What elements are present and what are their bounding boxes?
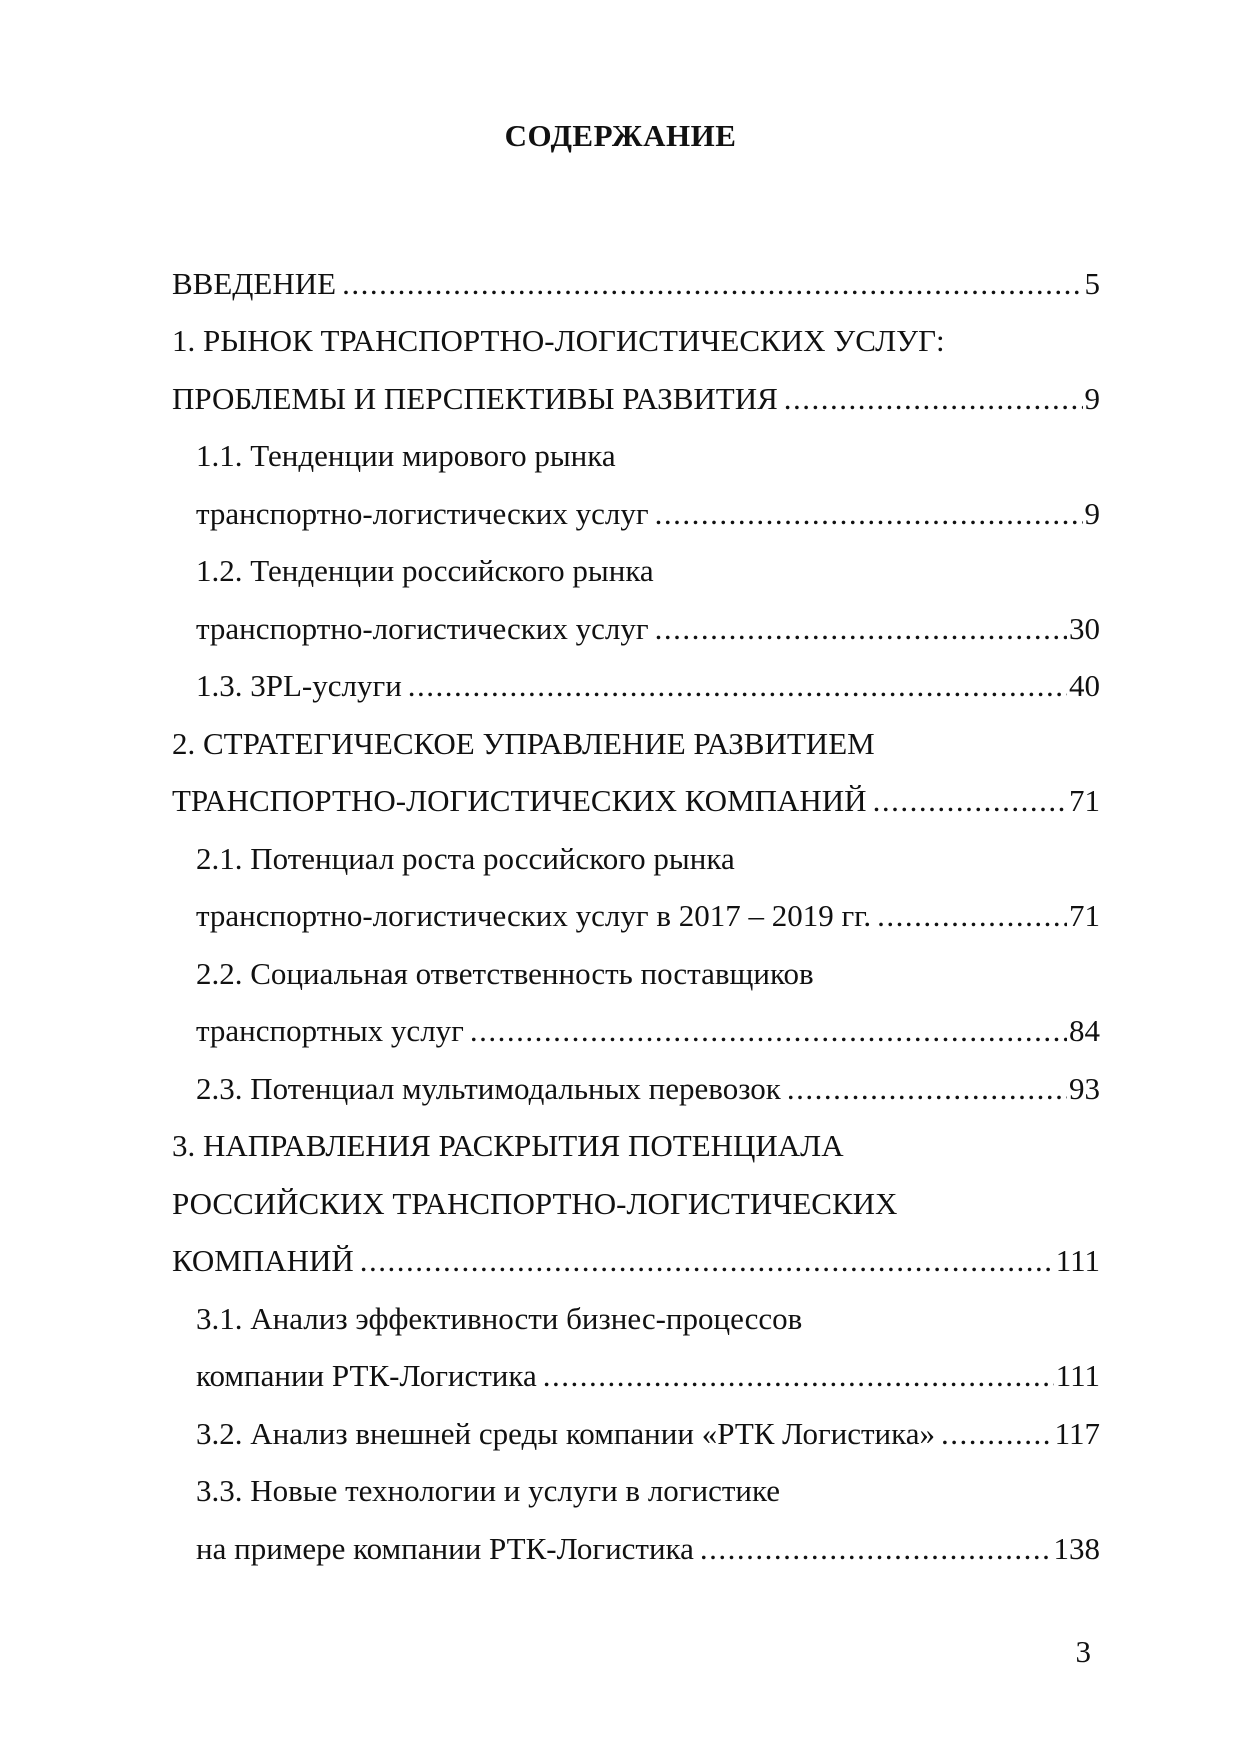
toc-line bbox=[172, 308, 1100, 366]
toc-entry-text: на примере компании РТК-Логистика bbox=[196, 1530, 694, 1566]
toc-line bbox=[172, 1228, 1100, 1286]
toc-leader-dots bbox=[655, 494, 1083, 534]
toc-entry-text: 3. НАПРАВЛЕНИЯ РАСКРЫТИЯ ПОТЕНЦИАЛА bbox=[172, 1128, 844, 1163]
toc-entry-text: КОМПАНИЙ bbox=[172, 1243, 354, 1278]
toc-line bbox=[172, 250, 1100, 308]
toc-leader-dots bbox=[787, 1069, 1067, 1109]
toc-leader-dots bbox=[408, 666, 1067, 706]
toc-line bbox=[172, 1400, 1100, 1458]
page-number: 3 bbox=[1075, 1634, 1091, 1669]
table-of-contents bbox=[172, 250, 1100, 1573]
toc-leader-dots bbox=[655, 609, 1067, 649]
toc-line bbox=[172, 768, 1100, 826]
toc-page-number: 40 bbox=[1069, 668, 1100, 703]
toc-line bbox=[172, 538, 1100, 596]
toc-entry-text: 3.1. Анализ эффективности бизнес-процессов bbox=[196, 1300, 803, 1336]
toc-entry-text: РОССИЙСКИХ ТРАНСПОРТНО-ЛОГИСТИЧЕСКИХ bbox=[172, 1185, 898, 1221]
toc-line bbox=[172, 1285, 1100, 1343]
toc-leader-dots bbox=[784, 379, 1083, 419]
toc-entry-text: ПРОБЛЕМЫ И ПЕРСПЕКТИВЫ РАЗВИТИЯ bbox=[172, 380, 778, 416]
toc-leader-dots bbox=[877, 896, 1067, 936]
toc-entry-text: ВВЕДЕНИЕ bbox=[172, 265, 337, 301]
toc-line bbox=[172, 1458, 1100, 1516]
toc-leader-dots bbox=[360, 1241, 1054, 1281]
toc-leader-dots bbox=[470, 1011, 1067, 1051]
toc-line bbox=[172, 883, 1100, 941]
toc-line bbox=[172, 1113, 1100, 1171]
toc-line bbox=[172, 940, 1100, 998]
toc-entry-text: транспортно-логистических услуг bbox=[196, 495, 649, 531]
toc-entry-text: 3.2. Анализ внешней среды компании «РТК Логистика» bbox=[196, 1415, 935, 1451]
toc-page-number: 30 bbox=[1069, 610, 1100, 646]
toc-page-number: 138 bbox=[1053, 1530, 1100, 1566]
toc-page-number: 5 bbox=[1084, 265, 1100, 301]
toc-page-number: 71 bbox=[1069, 783, 1100, 818]
toc-entry-text: 1.1. Тенденции мирового рынка bbox=[196, 438, 616, 473]
toc-entry-text: ТРАНСПОРТНО-ЛОГИСТИЧЕСКИХ КОМПАНИЙ bbox=[172, 783, 867, 818]
toc-page-number: 111 bbox=[1055, 1358, 1100, 1393]
toc-line bbox=[172, 825, 1100, 883]
page-title: СОДЕРЖАНИЕ bbox=[504, 118, 737, 153]
toc-entry-text: 1.2. Тенденции российского рынка bbox=[196, 553, 654, 588]
toc-leader-dots bbox=[873, 781, 1067, 821]
toc-line bbox=[172, 1055, 1100, 1113]
toc-line bbox=[172, 1343, 1100, 1401]
toc-entry-text: 2. СТРАТЕГИЧЕСКОЕ УПРАВЛЕНИЕ РАЗВИТИЕМ bbox=[172, 725, 875, 761]
toc-entry-text: 2.2. Социальная ответственность поставщиков bbox=[196, 955, 814, 991]
toc-page-number: 71 bbox=[1069, 898, 1100, 933]
toc-entry-text: транспортно-логистических услуг bbox=[196, 610, 649, 646]
toc-line bbox=[172, 480, 1100, 538]
toc-page-number: 9 bbox=[1084, 380, 1100, 416]
toc-page-number: 84 bbox=[1069, 1013, 1100, 1048]
toc-entry-text: 2.3. Потенциал мультимодальных перевозок bbox=[196, 1070, 781, 1106]
toc-leader-dots bbox=[543, 1356, 1054, 1396]
toc-line bbox=[172, 1515, 1100, 1573]
toc-page-number: 111 bbox=[1055, 1243, 1100, 1278]
toc-line bbox=[172, 1170, 1100, 1228]
toc-line bbox=[172, 653, 1100, 711]
toc-page-number: 9 bbox=[1084, 495, 1100, 531]
toc-entry-text: транспортно-логистических услуг в 2017 – 2019 гг. bbox=[196, 898, 872, 933]
toc-entry-text: 1.3. 3PL-услуги bbox=[196, 668, 402, 703]
toc-entry-text: 2.1. Потенциал роста российского рынка bbox=[196, 840, 735, 876]
toc-leader-dots bbox=[342, 264, 1082, 304]
toc-line bbox=[172, 595, 1100, 653]
toc-entry-text: 3.3. Новые технологии и услуги в логистике bbox=[196, 1473, 781, 1508]
toc-page-number: 93 bbox=[1069, 1070, 1100, 1106]
toc-line bbox=[172, 365, 1100, 423]
toc-leader-dots bbox=[941, 1414, 1053, 1454]
toc-entry-text: транспортных услуг bbox=[196, 1013, 464, 1048]
toc-leader-dots bbox=[700, 1529, 1052, 1569]
toc-page-number: 117 bbox=[1054, 1415, 1100, 1451]
toc-line bbox=[172, 710, 1100, 768]
toc-entry-text: компании РТК-Логистика bbox=[196, 1358, 537, 1393]
toc-entry-text: 1. РЫНОК ТРАНСПОРТНО-ЛОГИСТИЧЕСКИХ УСЛУГ: bbox=[172, 323, 945, 358]
toc-line bbox=[172, 998, 1100, 1056]
toc-line bbox=[172, 423, 1100, 481]
